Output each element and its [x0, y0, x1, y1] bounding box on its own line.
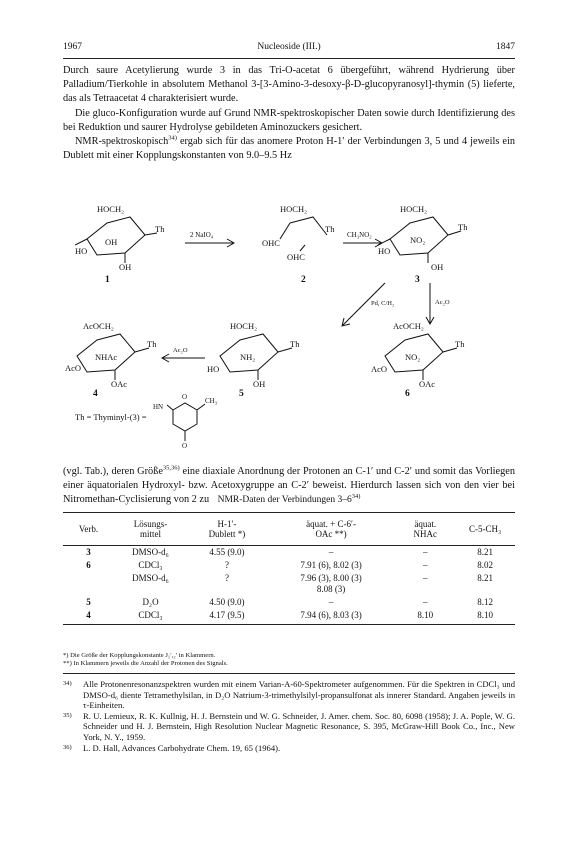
- c6-aco-label: AcO: [371, 364, 388, 374]
- table-cell: ?: [224, 560, 229, 570]
- paragraph-3-rest: ergab sich für das anomere Proton H-1′ der Verbindungen 3, 5 und 4 jeweils ein Dublett mit einer Kopplungskonstanten von 9.0–9.5 Hz: [63, 136, 515, 162]
- thymine-ring: [173, 403, 197, 431]
- table-cell: DMSO-d₆: [132, 547, 169, 557]
- c6-acoch2-label: AcOCH₂: [393, 321, 424, 331]
- col-header: Lösungs- mittel: [114, 513, 187, 546]
- col-header: H-1′- Dublett *): [187, 513, 267, 546]
- table-cell: CDCl₃: [138, 560, 163, 570]
- table-cell: D₂O: [142, 597, 159, 607]
- table-note-2: **) In Klammern jeweils die Anzahl der Protonen des Signals.: [63, 660, 228, 667]
- footnote-text: R. U. Lemieux, R. K. Kullnig, H. J. Bernstein und W. G. Schneider, J. Amer. chem. Soc. 80, 6098 (1958); J. A. Pople, W. G. Schneider und H. J. Bernstein, High Resolution Nuclear Magnetic Resonance, S. 395, McGraw-Hill Book Co., Inc., New York, N. Y., 1959.: [83, 710, 515, 742]
- table-cell: 8.10: [395, 609, 455, 625]
- reagent-ac2o-left: Ac₂O: [173, 347, 188, 354]
- table-caption-ref: 34): [351, 492, 361, 500]
- table-cell: 4.55 (9.0): [209, 547, 245, 557]
- compound-number-5: 5: [239, 389, 244, 399]
- c5-nh2-label: NH₂: [240, 352, 256, 362]
- table-cell: 8.21: [477, 573, 493, 583]
- text-block-top: [63, 64, 515, 163]
- table-cell: 7.94 (6), 8.03 (3): [267, 609, 396, 625]
- table-row: [63, 609, 515, 625]
- paragraph-1: Durch saure Acetylierung wurde 3 in das Tri-O-acetat 6 übergeführt, während Hydrierung über Palladium/Tierkohle in absolutem Methanol 3-[3-Amino-3-desoxy-β-D-glucopyranosyl]-thymin (5) lieferte, das als Tetraacetat 4 charakterisiert wurde.: [63, 65, 515, 105]
- c3-hoch2-label: HOCH₂: [400, 204, 428, 214]
- col-header: äquat. + C-6′- OAc **): [267, 513, 396, 546]
- table-cell: [63, 572, 114, 596]
- compound-number-4: 4: [93, 389, 98, 399]
- table-cell: 8.10: [455, 609, 515, 625]
- c1-th-label: Th: [155, 224, 165, 234]
- c6-th-label: Th: [455, 339, 465, 349]
- table-note-1: *) Die Größe der Kopplungskonstante J₁′,₂′ in Klammern.: [63, 652, 216, 659]
- footnote-text: L. D. Hall, Advances Carbohydrate Chem. 19, 65 (1964).: [83, 742, 281, 753]
- table-cell: 8.12: [477, 597, 493, 607]
- c2-hoch2-label: HOCH₂: [280, 204, 308, 214]
- col-header: C-5-CH₃: [455, 513, 515, 546]
- footnote-34: [63, 679, 515, 711]
- footnote-rule: [63, 673, 515, 674]
- thymine-ch3-label: CH₃: [205, 397, 218, 405]
- c5-th-label: Th: [290, 339, 300, 349]
- table-cell: 5: [86, 597, 91, 607]
- c1-oh2-label: OH: [119, 262, 132, 272]
- paragraph-3-start: NMR-spektroskopisch: [75, 136, 169, 148]
- reaction-scheme: [65, 204, 515, 465]
- c5-ho-label: HO: [207, 364, 220, 374]
- table-cell: CDCl₃: [114, 609, 187, 625]
- table-cell: –: [422, 573, 428, 583]
- thymine-definition: Th = Thyminyl-(3) =: [75, 412, 147, 422]
- header-year: 1967: [63, 42, 82, 52]
- c1-hoch2-label: HOCH₂: [97, 204, 125, 214]
- c3-no2-label: NO₂: [410, 235, 426, 245]
- reagent-pd-h2: Pd, C/H₂: [371, 300, 395, 307]
- footnote-ref-34: 34): [168, 134, 177, 142]
- compound-number-1: 1: [105, 275, 110, 285]
- footnote-mark: 36): [63, 743, 72, 751]
- footnote-ref-35-36: 35,36): [162, 464, 180, 472]
- table-cell: 6: [86, 560, 91, 570]
- paragraph-3: [63, 135, 515, 163]
- table-cell: 8.21: [477, 547, 493, 557]
- table-cell: DMSO-d₆: [132, 573, 169, 583]
- c4-nhac-label: NHAc: [95, 352, 118, 362]
- c1-ho-label: HO: [75, 246, 88, 256]
- compound-number-2: 2: [301, 275, 306, 285]
- header-page-number: 1847: [496, 42, 515, 52]
- c6-no2-label: NO₂: [405, 352, 421, 362]
- compound-number-6: 6: [405, 389, 410, 399]
- c4-oac-label: OAc: [111, 379, 128, 389]
- table-cell: –: [422, 597, 428, 607]
- table-row: [63, 572, 515, 596]
- table-cell: 7.91 (6), 8.02 (3): [300, 560, 362, 570]
- header-rule: [63, 58, 515, 59]
- c5-oh-label: OH: [253, 379, 266, 389]
- footnote-mark: 34): [63, 680, 72, 687]
- table-cell: 8.02: [477, 560, 493, 570]
- footnote-text: Alle Protonenresonanzspektren wurden mit einem Varian-A-60-Spektrometer aufgenommen. Für die Spektren in CDCl₃ und DMSO-d₆ diente Tetramethylsilan, in D₂O Natrium-3-trimethylsilyl-propansulfonat als innerer Standard. Angaben jeweils in τ-Einheiten.: [83, 679, 515, 711]
- c2-ohc2-label: OHC: [287, 252, 305, 262]
- header-title: Nucleoside (III.): [257, 42, 321, 52]
- nmr-table: [63, 512, 515, 625]
- open-chain-2: [290, 217, 327, 235]
- footnote-35: [63, 711, 515, 743]
- table-row: [63, 596, 515, 609]
- table-cell: 4.50 (9.0): [209, 597, 245, 607]
- table-caption: [63, 492, 515, 505]
- running-header: [63, 42, 515, 56]
- table-cell: –: [328, 597, 334, 607]
- reagent-ac2o-right: Ac₂O: [435, 299, 450, 306]
- thymine-o1-label: O: [182, 393, 188, 401]
- footnote-36: [63, 743, 515, 754]
- table-cell: –: [328, 547, 334, 557]
- c4-aco-label: AcO: [65, 363, 82, 373]
- footnotes: [63, 679, 515, 753]
- thymine-o2-label: O: [182, 442, 188, 450]
- table-caption-text: NMR-Daten der Verbindungen 3–6: [217, 495, 352, 505]
- c3-oh-label: OH: [431, 262, 444, 272]
- c1-oh-label: OH: [105, 237, 118, 247]
- table-cell: 7.96 (3), 8.00 (3) 8.08 (3): [300, 573, 362, 594]
- table-cell: ?: [224, 573, 229, 583]
- reagent-naio4: 2 NaIO₄: [190, 231, 214, 239]
- table-cell: –: [422, 547, 428, 557]
- compound-number-3: 3: [415, 275, 420, 285]
- c4-th-label: Th: [147, 339, 157, 349]
- scheme-graphics: [75, 205, 515, 465]
- table-cell: 4.17 (9.5): [187, 609, 267, 625]
- ring-1: [87, 217, 145, 255]
- col-header: äquat. NHAc: [395, 513, 455, 546]
- paragraph-4-rest: eine diaxiale Anordnung der Protonen an C-1′ und C-2′ und somit das Vorliegen einer äquatorialen Hydroxyl- bzw. Acetoxygruppe an C-2′ beweist. Hierdurch lassen sich von den vier bei Nitromethan-Cyclisierung von 2 zu: [63, 466, 515, 506]
- thymine-hn-label: HN: [153, 403, 164, 411]
- table-row: [63, 559, 515, 572]
- table-cell: 3: [86, 547, 91, 557]
- paragraph-4-start: (vgl. Tab.), deren Größe: [63, 466, 163, 477]
- paragraph-2: Die gluco-Konfiguration wurde auf Grund NMR-spektroskopischer Daten sowie durch Identifizierung des bei Reduktion und saurer Hydrolyse gebildeten Aminozuckers gesichert.: [63, 107, 515, 133]
- c2-th-label: Th: [325, 224, 335, 234]
- c4-acoch2-label: AcOCH₂: [83, 321, 114, 331]
- c3-ho-label: HO: [378, 246, 391, 256]
- c3-th-label: Th: [458, 222, 468, 232]
- table-cell: –: [422, 560, 428, 570]
- table-row: [63, 546, 515, 560]
- table-notes: [63, 652, 515, 668]
- c5-hoch2-label: HOCH₂: [230, 321, 258, 331]
- reagent-ch3no2: CH₃NO₂: [347, 231, 372, 239]
- footnote-mark: 35): [63, 711, 72, 719]
- col-header: Verb.: [63, 513, 114, 546]
- table-header-row: [63, 513, 515, 546]
- c6-oac-label: OAc: [419, 379, 436, 389]
- table-cell: 4: [63, 609, 114, 625]
- c2-ohc1-label: OHC: [262, 238, 280, 248]
